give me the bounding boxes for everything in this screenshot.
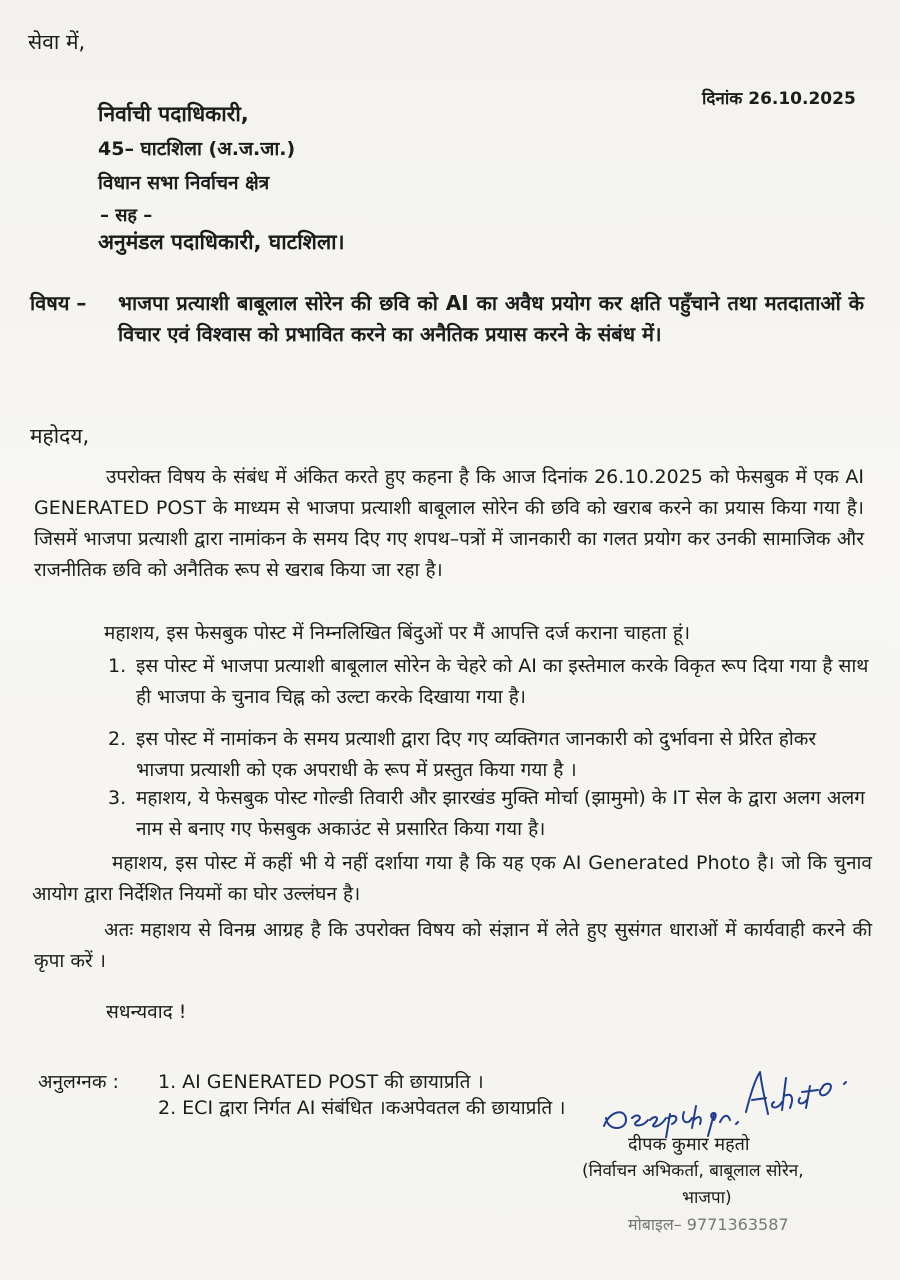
recipient-line-1: निर्वाची पदाधिकारी, [98, 102, 249, 126]
body-paragraph-4: अतः महाशय से विनम्र आग्रह है कि उपरोक्त विषय को संज्ञान में लेते हुए सुसंगत धाराओं में कार्यवाही करने की कृपा करें । [34, 919, 872, 972]
recipient-line-3: विधान सभा निर्वाचन क्षेत्र [98, 172, 270, 194]
signatory-name: दीपक कुमार महतो [628, 1134, 750, 1155]
signatory-role: (निर्वाचन अभिकर्ता, बाबूलाल सोरेन, [582, 1161, 804, 1181]
signatory-party: भाजपा) [682, 1188, 732, 1208]
recipient-line-5: अनुमंडल पदाधिकारी, घाटशिला। [98, 230, 345, 254]
objection-point-3 [108, 783, 870, 845]
letter-date: दिनांक 26.10.2025 [702, 89, 856, 109]
greeting: महोदय, [30, 424, 90, 448]
objection-point-2 [108, 724, 870, 786]
attachment-1: 1. AI GENERATED POST की छायाप्रति । [158, 1071, 484, 1093]
recipient-line-2: 45– घाटशिला (अ.ज.जा.) [98, 138, 296, 160]
subject-label: विषय – [30, 291, 87, 315]
point-text: इस पोस्ट में भाजपा प्रत्याशी बाबूलाल सोरेन के चेहरे को AI का इस्तेमाल करके विकृत रूप दिया गया है साथ ही भाजपा के चुनाव चिह्न को उल्टा करके दिखाया गया है। [136, 655, 869, 708]
body-paragraph-2: महाशय, इस फेसबुक पोस्ट में निम्नलिखित बिंदुओं पर मैं आपत्ति दर्ज कराना चाहता हूं। [104, 622, 691, 644]
point-text: इस पोस्ट में नामांकन के समय प्रत्याशी द्वारा दिए गए व्यक्तिगत जानकारी को दुर्भावना से प्रेरित होकर भाजपा प्रत्याशी को एक अपराधी के रूप में प्रस्तुत किया गया है । [136, 728, 817, 781]
body-paragraph-1: उपरोक्त विषय के संबंध में अंकित करते हुए कहना है कि आज दिनांक 26.10.2025 को फेसबुक में एक AI GENERATED POST के माध्यम से भाजपा प्रत्याशी बाबूलाल सोरेन की छवि को खराब करने का प्रयास किया गया है। जिसमें भाजपा प्रत्याशी द्वारा नामांकन के समय दिए गए शपथ–पत्रों में जानकारी का गलत प्रयोग कर उनकी सामाजिक और राजनीतिक छवि को अनैतिक रूप से खराब किया जा रहा है। [34, 466, 864, 581]
attachments-label: अनुलग्नक : [38, 1071, 119, 1093]
point-text: महाशय, ये फेसबुक पोस्ट गोल्डी तिवारी और झारखंड मुक्ति मोर्चा (झामुमो) के IT सेल के द्वारा अलग अलग नाम से बनाए गए फेसबुक अकाउंट से प्रसारित किया गया है। [136, 787, 865, 840]
salutation: सेवा में, [28, 30, 86, 54]
closing-thanks: सधन्यवाद ! [106, 1001, 187, 1023]
recipient-line-4: – सह – [100, 205, 153, 226]
point-number: 1. [108, 655, 127, 677]
point-number: 3. [108, 787, 127, 809]
objection-point-1 [108, 651, 870, 713]
signatory-mobile: मोबाइल– 9771363587 [628, 1215, 789, 1234]
point-number: 2. [108, 728, 127, 750]
handwritten-signature [596, 1048, 866, 1138]
attachment-2: 2. ECI द्वारा निर्गत AI संबंधित ।कअपेवतल की छायाप्रति । [158, 1097, 566, 1119]
subject-text: भाजपा प्रत्याशी बाबूलाल सोरेन की छवि को AI का अवैध प्रयोग कर क्षति पहुँचाने तथा मतदाताओं के विचार एवं विश्वास को प्रभावित करने का अनैतिक प्रयास करने के संबंध में। [118, 291, 864, 346]
body-paragraph-3: महाशय, इस पोस्ट में कहीं भी ये नहीं दर्शाया गया है कि यह एक AI Generated Photo है। जो कि चुनाव आयोग द्वारा निर्देशित नियमों का घोर उल्लंघन है। [32, 852, 872, 905]
